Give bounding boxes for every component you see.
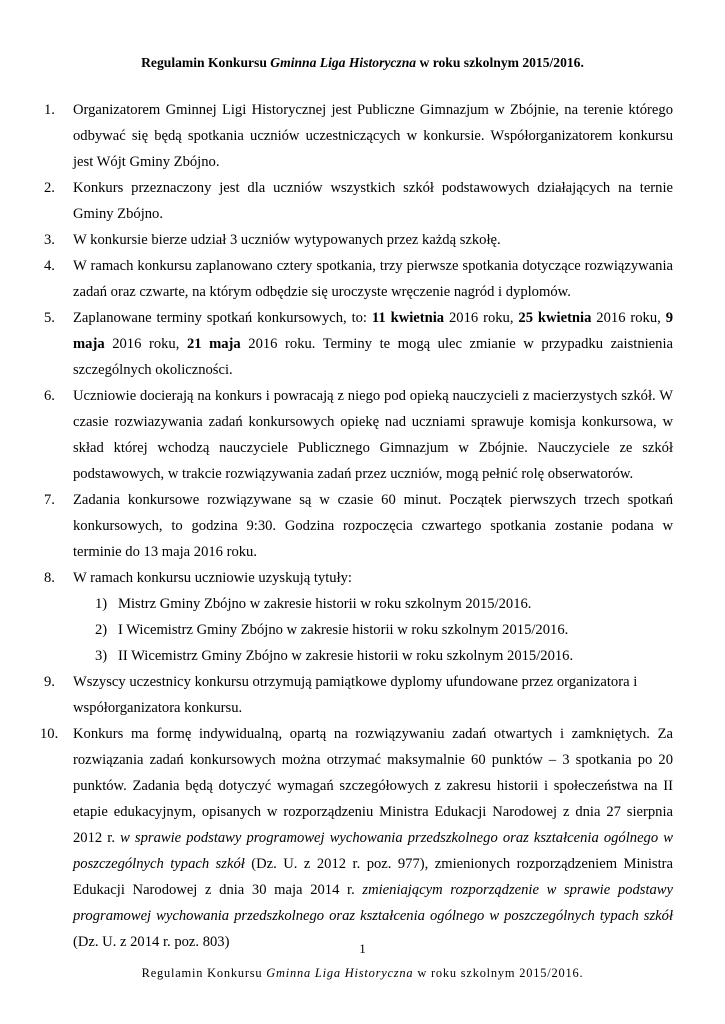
item-text-part: (Dz. U. z 2014 r. poz. 803): [73, 934, 230, 950]
regulations-list: [0, 97, 725, 955]
item-text-part: (Dz. U. z 2012 r. poz. 977), zmienionych rozporządzeniem Ministra Edukacji Narodowej z dnia 30 maja 2014 r.: [73, 856, 673, 898]
item-number: 4.: [44, 258, 55, 274]
footer-suffix: w roku szkolnym 2015/2016.: [413, 966, 584, 980]
title-suffix: w roku szkolnym 2015/2016.: [416, 55, 584, 70]
list-item-6: [0, 383, 725, 487]
title-prefix: Regulamin Konkursu: [141, 55, 271, 70]
date-bold: 11 kwietnia: [371, 310, 445, 326]
item-number: 6.: [44, 388, 55, 404]
item-text-part: 2016 roku,: [591, 310, 666, 326]
item-text-part: Zaplanowane terminy spotkań konkursowych, to:: [73, 310, 372, 326]
list-item-8: [0, 565, 725, 591]
page-title: [0, 54, 725, 72]
list-item-10: [0, 721, 725, 955]
item-text: Uczniowie docierają na konkurs i powracają z niego pod opieką nauczycieli z macierzystych szkół. W czasie rozwiazywania zadań konkursowych opiekę nad uczniami sprawuje komisja konkursowa, w skład której wchodzą nauczyciele Publicznego Gimnazjum w Zbójnie. Nauczyciele ze szkół podstawowych, w trakcie rozwiązywania zadań przez uczniów, mogą pełnić rolę obserwatorów.: [73, 388, 673, 482]
footer-prefix: Regulamin Konkursu: [141, 966, 267, 980]
item-number: 7.: [44, 492, 55, 508]
item-number: 8.: [44, 570, 55, 586]
sublist-text: Mistrz Gminy Zbójno w zakresie historii w roku szkolnym 2015/2016.: [118, 596, 532, 612]
item-number: 3.: [44, 232, 55, 248]
item-text-part: 2016 roku. Terminy te mogą ulec zmianie w przypadku zaistnienia szczególnych okoliczności.: [73, 336, 673, 378]
sublist-item-3: [0, 643, 725, 669]
date-bold: 9 maja: [73, 310, 673, 352]
item-number: 9.: [44, 674, 55, 690]
date-bold: 25 kwietnia: [518, 310, 592, 326]
footer-italic: Gminna Liga Historyczna: [266, 966, 414, 980]
list-item-4: [0, 253, 725, 305]
item-text: Konkurs przeznaczony jest dla uczniów wszystkich szkół podstawowych działających na ternie Gminy Zbójno.: [73, 180, 673, 222]
sublist-number: 3): [95, 648, 108, 664]
item-text-part: 2016 roku,: [444, 310, 519, 326]
item-text: W konkursie bierze udział 3 uczniów wytypowanych przez każdą szkołę.: [73, 232, 501, 248]
page-footer: [0, 965, 725, 981]
sublist-text: I Wicemistrz Gminy Zbójno w zakresie historii w roku szkolnym 2015/2016.: [118, 622, 569, 638]
page-number: 1: [359, 941, 366, 956]
item-number: 2.: [44, 180, 55, 196]
list-item-3: [0, 227, 725, 253]
regulation-title-italic: zmieniającym rozporządzenie w sprawie podstawy programowej wychowania przedszkolnego oraz kształcenia ogólnego w poszczególnych typach szkół: [73, 882, 674, 924]
list-item-5: [0, 305, 725, 383]
sublist-text: II Wicemistrz Gminy Zbójno w zakresie historii w roku szkolnym 2015/2016.: [118, 648, 574, 664]
item-text-part: 2016 roku,: [104, 336, 187, 352]
sublist-item-2: [0, 617, 725, 643]
list-item-2: [0, 175, 725, 227]
item-text: Organizatorem Gminnej Ligi Historycznej jest Publiczne Gimnazjum w Zbójnie, na terenie którego odbywać się będą spotkania uczniów uczestniczących w konkursie. Współorganizatorem konkursu jest Wójt Gminy Zbójno.: [73, 102, 673, 170]
regulation-title-italic: w sprawie podstawy programowej wychowania przedszkolnego oraz kształcenia ogólnego w poszczególnych typach szkół: [73, 830, 673, 872]
item-text: W ramach konkursu zaplanowano cztery spotkania, trzy pierwsze spotkania dotyczące rozwiązywania zadań oraz czwarte, na którym odbędzie się uroczyste wręczenie nagród i dyplomów.: [73, 258, 673, 300]
list-item-1: [0, 97, 725, 175]
sublist-number: 2): [95, 622, 108, 638]
item-text: [73, 305, 673, 383]
title-italic: Gminna Liga Historyczna: [270, 55, 417, 70]
item-text: Zadania konkursowe rozwiązywane są w czasie 60 minut. Początek pierwszych trzech spotkań konkursowych, to godzina 9:30. Godzina rozpoczęcia czwartego spotkania zostanie podana w terminie do 13 maja 2016 roku.: [73, 492, 673, 560]
list-item-9: [0, 669, 725, 721]
item-number: 5.: [44, 310, 55, 326]
date-bold: 21 maja: [186, 336, 241, 352]
sublist-item-1: [0, 591, 725, 617]
list-item-7: [0, 487, 725, 565]
item-text: [73, 721, 673, 955]
item-text: Wszyscy uczestnicy konkursu otrzymują pamiątkowe dyplomy ufundowane przez organizatora i współorganizatora konkursu.: [73, 674, 638, 716]
item-text-part: Konkurs ma formę indywidualną, opartą na rozwiązywaniu zadań otwartych i zamkniętych. Za rozwiązania zadań konkursowych można otrzymać maksymalnie 60 punktów – 3 spotkania po 20 punktów. Zadania będą dotyczyć wymagań szczegółowych z zakresu historii i społeczeństwa na II etapie edukacyjnym, opisanych w rozporządzeniu Ministra Edukacji Narodowej z dnia 27 sierpnia 2012 r.: [73, 726, 673, 846]
item-number: 10.: [40, 726, 59, 742]
item-number: 1.: [44, 102, 55, 118]
item-text: W ramach konkursu uczniowie uzyskują tytuły:: [73, 570, 352, 586]
sublist-number: 1): [95, 596, 108, 612]
